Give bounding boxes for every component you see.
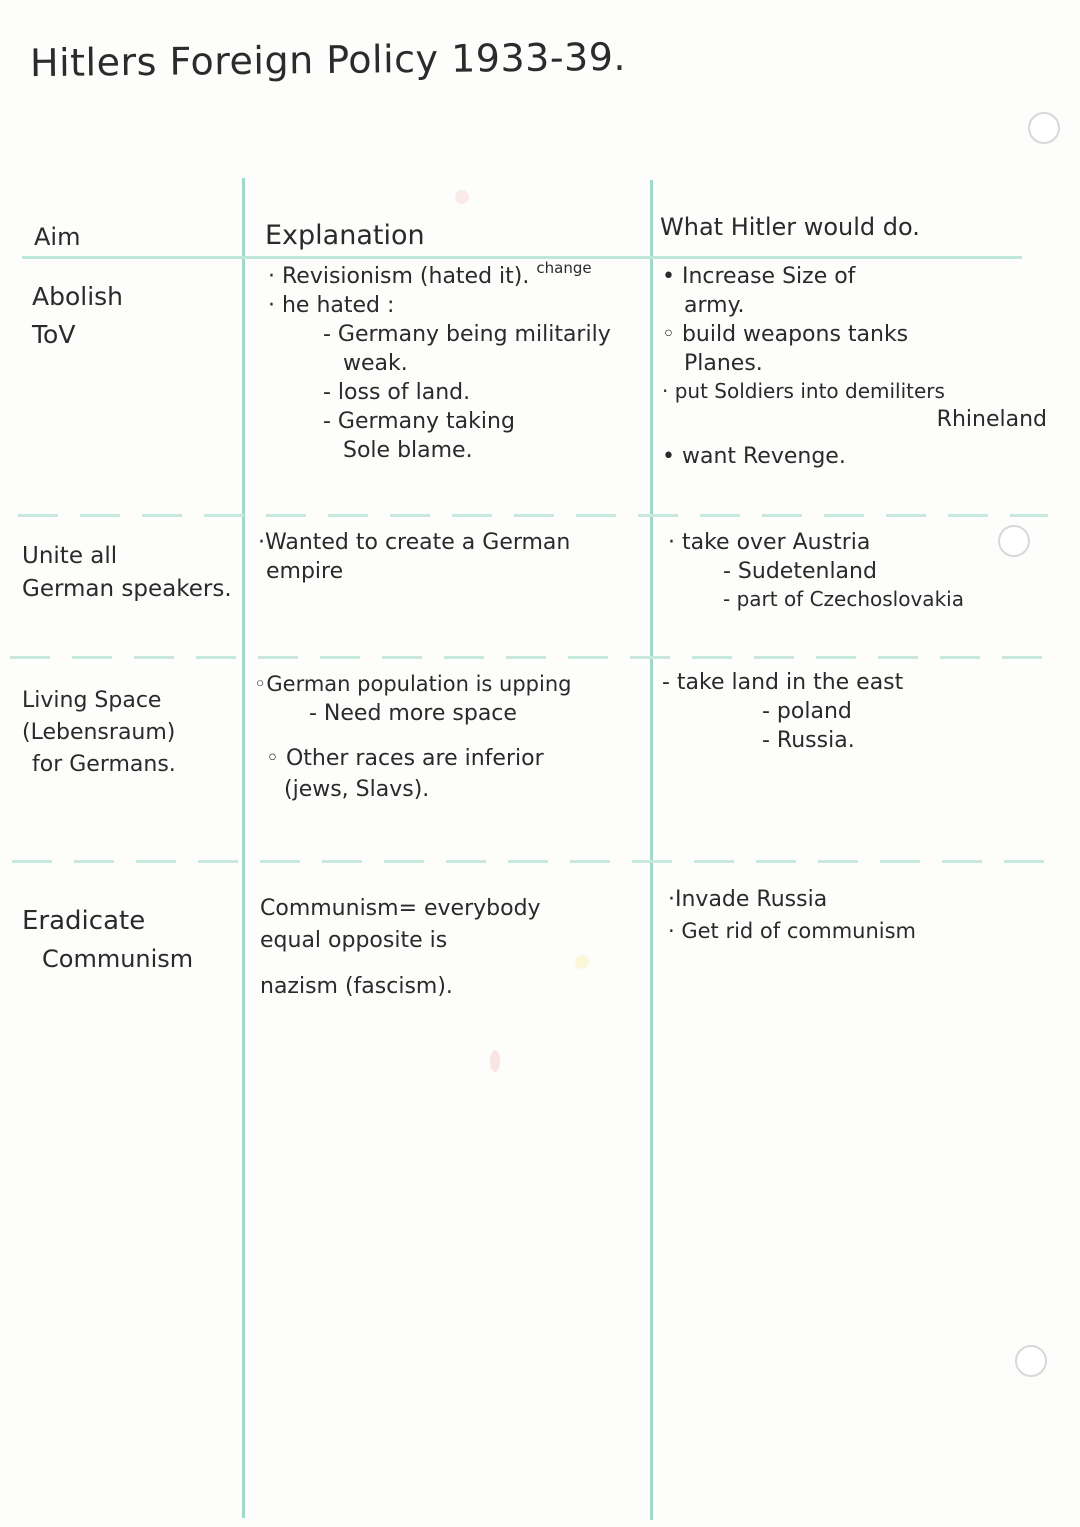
action-line: Planes.: [684, 351, 763, 377]
explanation-line: empire: [266, 559, 344, 585]
row-4-explanation: [260, 893, 645, 1003]
row-divider-1: [18, 514, 1048, 517]
row-3-explanation: [254, 670, 644, 806]
action-line: - Russia.: [762, 728, 855, 754]
binder-hole-bottom: [1015, 1345, 1047, 1377]
explanation-line: - loss of land.: [323, 380, 471, 406]
explanation-line: - Need more space: [309, 701, 517, 727]
ink-smudge: [455, 190, 469, 204]
aim-line: Living Space: [22, 688, 162, 713]
aim-line: German speakers.: [22, 576, 232, 603]
action-line: Rhineland: [936, 406, 1047, 432]
explanation-line: · he hated :: [268, 293, 395, 319]
correction-note: change: [536, 259, 592, 277]
explanation-line: - Germany taking: [323, 409, 515, 435]
row-4-aim: [22, 902, 193, 977]
action-line: ◦ build weapons tanks: [662, 322, 909, 348]
explanation-line: - Germany being militarily: [323, 322, 611, 348]
aim-line: (Lebensraum): [22, 719, 176, 745]
row-1-action: [662, 262, 1047, 471]
action-line: • Increase Size of: [662, 264, 856, 289]
explanation-line: weak.: [343, 351, 408, 377]
aim-line: Communism: [42, 945, 194, 973]
binder-hole-top: [1028, 112, 1060, 144]
ink-smudge: [490, 1050, 500, 1072]
row-4-action: [668, 884, 1028, 946]
action-line: · put Soldiers into demiliters: [662, 379, 945, 404]
header-underline: [22, 256, 1022, 259]
header-explanation: Explanation: [265, 220, 425, 251]
explanation-line: Communism= everybody: [260, 896, 541, 921]
explanation-line: equal opposite is: [260, 927, 448, 953]
row-1-explanation: [268, 259, 643, 465]
explanation-line: Sole blame.: [343, 438, 473, 464]
column-divider-right: [650, 180, 653, 1520]
action-line: · Get rid of communism: [668, 918, 917, 943]
explanation-line: ◦German population is upping: [254, 672, 572, 696]
explanation-line: ◦ Other races are inferior: [266, 746, 544, 772]
aim-line: Abolish: [32, 282, 124, 311]
row-2-explanation: [258, 528, 643, 586]
action-line: - Sudetenland: [723, 559, 877, 585]
action-line: - poland: [762, 699, 852, 725]
column-divider-left: [242, 178, 245, 1518]
row-2-aim: [22, 540, 232, 607]
explanation-line: · Revisionism (hated it). $^{change}$: [268, 259, 592, 289]
action-line: • want Revenge.: [662, 443, 846, 469]
row-divider-3: [12, 860, 1052, 863]
header-action: What Hitler would do.: [660, 213, 920, 241]
aim-line: Eradicate: [22, 906, 146, 936]
action-line: · take over Austria: [668, 530, 871, 555]
row-divider-2: [10, 656, 1050, 659]
explanation-line: nazism (fascism).: [260, 973, 453, 999]
aim-line: for Germans.: [32, 751, 176, 777]
row-3-aim: [22, 685, 176, 781]
header-aim: Aim: [34, 223, 81, 251]
row-3-action: [662, 668, 1042, 755]
explanation-line: (jews, Slavs).: [284, 776, 430, 802]
aim-line: Unite all: [22, 543, 118, 569]
action-line: ·Invade Russia: [668, 887, 828, 912]
row-1-aim: [32, 278, 123, 353]
aim-line: ToV: [32, 319, 76, 349]
row-2-action: [668, 528, 1038, 612]
action-line: army.: [684, 293, 745, 319]
page-title: Hitlers Foreign Policy 1933-39.: [29, 34, 627, 86]
explanation-line: ·Wanted to create a German: [258, 530, 571, 555]
action-line: - part of Czechoslovakia: [723, 587, 964, 612]
action-line: - take land in the east: [662, 670, 904, 695]
